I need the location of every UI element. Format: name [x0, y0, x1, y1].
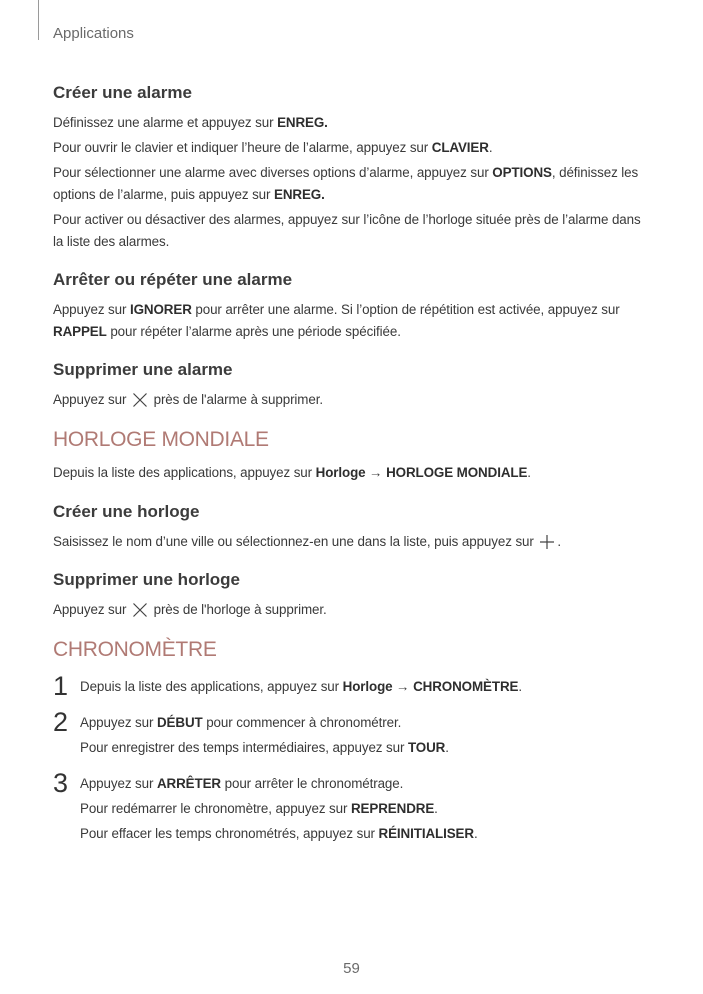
paragraph: Pour sélectionner une alarme avec diverses options d’alarme, appuyez sur OPTIONS, définissez les options de l’alarme, puis appuyez sur ENREG.: [53, 165, 639, 202]
step-number: 1: [53, 671, 69, 701]
step-number: 3: [53, 768, 69, 798]
paragraph: Pour activer ou désactiver des alarmes, appuyez sur l’icône de l’horloge située près de l’alarme dans la liste des alarmes.: [53, 212, 641, 249]
heading-create-alarm: Créer une alarme: [53, 83, 192, 102]
paragraph: Pour effacer les temps chronométrés, appuyez sur RÉINITIALISER.: [80, 826, 478, 841]
paragraph: Saisissez le nom d’une ville ou sélectionnez-en une dans la liste, puis appuyez sur .: [53, 534, 561, 549]
header-rule: [38, 0, 39, 40]
paragraph: Définissez une alarme et appuyez sur ENREG.: [53, 115, 328, 130]
section-world-clock: [53, 428, 653, 484]
paragraph: Pour redémarrer le chronomètre, appuyez sur REPRENDRE.: [80, 801, 438, 816]
section-stop-alarm: [53, 270, 653, 343]
paragraph: Appuyez sur IGNORER pour arrêter une alarme. Si l’option de répétition est activée, appuyez sur RAPPEL pour répéter l’alarme après une période spécifiée.: [53, 302, 620, 339]
step-3: [53, 768, 653, 845]
section-stopwatch: [53, 638, 653, 845]
paragraph: Appuyez sur ARRÊTER pour arrêter le chronométrage.: [80, 776, 404, 791]
paragraph: Pour enregistrer des temps intermédiaires, appuyez sur TOUR.: [80, 740, 449, 755]
section-create-clock: [53, 502, 653, 553]
step-1: [53, 671, 653, 701]
page-number: 59: [343, 960, 360, 977]
page-content: [53, 83, 653, 863]
paragraph: Appuyez sur près de l'alarme à supprimer.: [53, 392, 323, 407]
section-create-alarm: [53, 83, 653, 253]
paragraph: Pour ouvrir le clavier et indiquer l’heure de l’alarme, appuyez sur CLAVIER.: [53, 140, 493, 155]
section-delete-alarm: [53, 360, 653, 411]
paragraph: Depuis la liste des applications, appuyez sur Horloge → CHRONOMÈTRE.: [80, 679, 522, 694]
paragraph: Appuyez sur près de l'horloge à supprimer.: [53, 602, 327, 617]
heading-stopwatch: CHRONOMÈTRE: [53, 638, 217, 661]
heading-delete-clock: Supprimer une horloge: [53, 570, 241, 589]
heading-delete-alarm: Supprimer une alarme: [53, 360, 233, 379]
close-x-icon: [132, 602, 148, 618]
paragraph: Appuyez sur DÉBUT pour commencer à chronométrer.: [80, 715, 402, 730]
paragraph: Depuis la liste des applications, appuyez sur Horloge → HORLOGE MONDIALE.: [53, 465, 531, 480]
heading-world-clock: HORLOGE MONDIALE: [53, 428, 269, 451]
heading-stop-alarm: Arrêter ou répéter une alarme: [53, 270, 293, 289]
section-delete-clock: [53, 570, 653, 621]
step-2: [53, 707, 653, 759]
plus-icon: [539, 534, 555, 550]
page-header: Applications: [53, 25, 134, 42]
heading-create-clock: Créer une horloge: [53, 502, 200, 521]
step-number: 2: [53, 707, 69, 737]
close-x-icon: [132, 392, 148, 408]
